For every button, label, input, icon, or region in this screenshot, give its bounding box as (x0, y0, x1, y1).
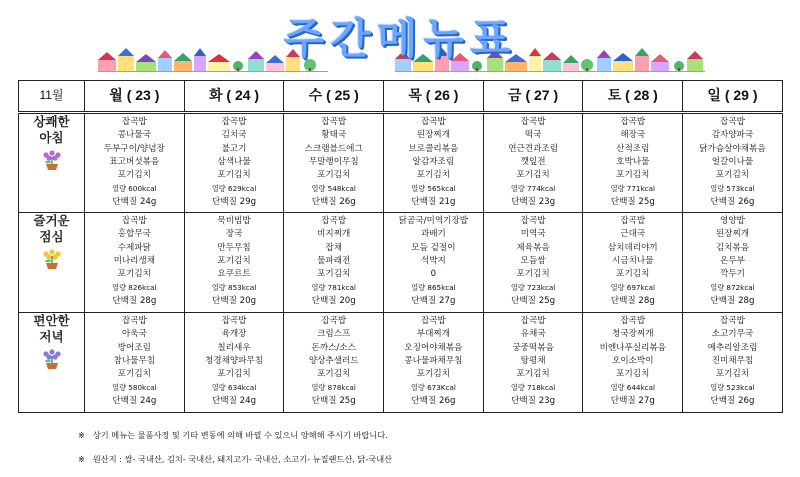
menu-item: 포기김치 (616, 369, 650, 380)
menu-item: 단백질 26g (311, 196, 356, 207)
menu-cell (384, 113, 484, 213)
menu-item: 단백질 26g (710, 395, 755, 406)
menu-item: 깍두기 (720, 269, 745, 280)
menu-item: 얼갈이나물 (711, 156, 754, 167)
menu-cell (683, 113, 783, 213)
menu-cell (284, 213, 384, 313)
menu-item: 잡곡밥 (221, 117, 247, 127)
menu-item: 육개장 (221, 329, 247, 340)
menu-item: 콩나물국 (117, 130, 151, 141)
header-row (19, 81, 783, 113)
menu-item: 포기김치 (217, 255, 251, 266)
menu-cell (683, 313, 783, 413)
menu-cell (483, 213, 583, 313)
menu-item: 콩나물파채무침 (404, 355, 463, 366)
menu-item: 단백질 24g (112, 395, 157, 406)
menu-item: 불고기 (221, 143, 247, 154)
menu-item: 영양밥 (720, 216, 745, 226)
menu-item: 포기김치 (317, 369, 351, 380)
menu-item: 유채국 (520, 329, 546, 340)
menu-item: 감자양파국 (711, 130, 754, 141)
menu-item: 호박나물 (616, 156, 650, 167)
menu-item: 부대찌개 (416, 329, 451, 340)
menu-item: 청국장찌개 (612, 329, 654, 340)
menu-item: 0 (430, 269, 437, 280)
menu-cell (184, 213, 284, 313)
menu-cell (85, 213, 185, 313)
menu-item: 김치국 (221, 130, 247, 141)
menu-item: 표고버섯볶음 (109, 156, 160, 167)
menu-item: 무말랭이무침 (308, 156, 359, 167)
menu-item: 열량 580kcal (112, 383, 157, 393)
menu-item: 아욱국 (121, 329, 147, 340)
menu-cell (85, 313, 185, 413)
menu-item: 단백질 28g (610, 295, 655, 306)
menu-cell (85, 113, 185, 213)
menu-item: 스크램블드에그 (304, 143, 363, 154)
menu-item: 제육볶음 (516, 242, 550, 253)
menu-item: 만두무침 (217, 242, 251, 253)
menu-item: 단백질 20g (212, 295, 257, 306)
menu-item: 포기김치 (317, 170, 351, 181)
day-header: 월 ( 23 ) (85, 81, 185, 113)
menu-item: 단백질 23g (511, 196, 556, 207)
menu-item: 요쿠르트 (217, 269, 251, 280)
menu-item: 양상추샐러드 (308, 355, 359, 366)
menu-item: 크림스프 (317, 329, 351, 340)
menu-item: 삼치데리야끼 (607, 242, 658, 253)
menu-item: 열량 697kcal (610, 283, 655, 293)
meal-label: 편안한 (33, 313, 70, 328)
menu-item: 단백질 26g (710, 196, 755, 207)
menu-item: 연근견과조림 (508, 143, 558, 154)
menu-item: 소고기무국 (711, 329, 754, 340)
menu-item: 단백질 29g (212, 196, 257, 207)
menu-cell (384, 213, 484, 313)
menu-item: 단백질 26g (411, 395, 456, 406)
day-header: 토 ( 28 ) (583, 81, 683, 113)
menu-item: 잡곡밥 (520, 316, 546, 326)
menu-item: 열량 771kcal (610, 184, 655, 194)
menu-item: 황태국 (321, 130, 347, 141)
meal-label: 상쾌한 (33, 114, 70, 129)
menu-item: 탕평채 (520, 355, 546, 366)
menu-item: 단백질 25g (311, 395, 356, 406)
meal-row (19, 313, 783, 413)
purple-flower-pot-icon (37, 149, 67, 171)
day-header: 수 ( 25 ) (284, 81, 384, 113)
menu-item: 열량 634kcal (211, 383, 257, 393)
menu-item: 열량 865kcal (411, 283, 456, 293)
menu-item: 근대국 (620, 229, 646, 240)
menu-item: 궁중떡볶음 (512, 342, 554, 353)
menu-item: 알감자조림 (412, 156, 455, 167)
menu-item: 잡곡밥 (121, 117, 147, 127)
menu-item: 포기김치 (416, 369, 451, 380)
menu-item: 열량 872kcal (710, 283, 755, 293)
menu-item: 열량 565kcal (411, 184, 456, 194)
menu-cell (483, 113, 583, 213)
menu-item: 열량 781kcal (311, 283, 356, 293)
menu-item: 된장찌개 (416, 130, 451, 141)
menu-item: 산적조림 (616, 143, 650, 154)
menu-item: 포기김치 (416, 170, 451, 181)
page-title: 주간메뉴표 (283, 14, 517, 63)
menu-item: 단백질 28g (112, 295, 157, 306)
day-header: 일 ( 29 ) (683, 81, 783, 113)
menu-item: 포기김치 (616, 170, 650, 181)
menu-item: 시금치나물 (612, 255, 654, 266)
menu-item: 잡곡밥 (720, 117, 745, 127)
meal-row (19, 213, 783, 313)
menu-item: 잡곡밥 (321, 117, 347, 127)
menu-cell (184, 113, 284, 213)
menu-item: 진미채무침 (711, 355, 754, 366)
menu-item: 열량 673Kcal (410, 383, 456, 393)
menu-cell (284, 113, 384, 213)
menu-item: 잡곡밥 (121, 216, 147, 226)
menu-item: 잡곡밥 (620, 216, 646, 226)
weekly-menu-table (18, 80, 783, 413)
menu-item: 단백질 24g (112, 196, 157, 207)
menu-item: 포기김치 (516, 269, 550, 280)
menu-item: 포기김치 (715, 369, 750, 380)
lavender-flower-pot-icon (37, 348, 67, 370)
menu-item: 포기김치 (117, 369, 151, 380)
menu-item: 포기김치 (616, 269, 650, 280)
menu-item: 떡국 (524, 130, 542, 141)
menu-item: 단백질 28g (710, 295, 755, 306)
menu-item: 열량 548kcal (311, 184, 356, 194)
menu-item: 잡곡밥 (720, 316, 745, 326)
menu-item: 열량 644kcal (610, 383, 655, 393)
menu-item: 브로콜리볶음 (408, 143, 459, 154)
menu-item: 단백질 20g (311, 295, 356, 306)
menu-item: 잡곡밥 (221, 316, 247, 326)
menu-item: 삼색나물 (217, 156, 251, 167)
menu-item: 모듬 겉절이 (411, 242, 456, 253)
note-text: 상기 메뉴는 물품사정 및 기타 변동에 의해 바뀔 수 있으니 양해해 주시기 바랍니다. (92, 430, 388, 440)
menu-item: 깻잎전 (520, 156, 546, 167)
menu-item: 묵비빔밥 (217, 216, 251, 226)
menu-item: 참나물무침 (113, 355, 156, 366)
menu-item: 닭가슴살야채볶음 (699, 143, 766, 154)
menu-item: 포기김치 (715, 170, 750, 181)
menu-item: 잡곡밥 (520, 117, 546, 127)
note-item: ※ 상기 메뉴는 물품사정 및 기타 변동에 의해 바뀔 수 있으니 양해해 주시기 바랍니다. (78, 430, 388, 440)
menu-item: 된장찌개 (715, 229, 750, 240)
menu-cell (184, 313, 284, 413)
meal-label: 아침 (39, 130, 64, 145)
menu-cell (284, 313, 384, 413)
day-header: 화 ( 24 ) (184, 81, 284, 113)
meal-row (19, 113, 783, 213)
menu-item: 잡곡밥 (520, 216, 546, 226)
menu-item: 두부구이/양념장 (103, 143, 165, 154)
menu-item: 잡곡밥 (420, 316, 446, 326)
menu-item: 단백질 25g (511, 295, 556, 306)
menu-item: 포기김치 (516, 369, 550, 380)
menu-item: 잡채 (325, 242, 343, 253)
menu-item: 잡곡밥 (121, 316, 147, 326)
menu-item: 과배기 (420, 229, 446, 240)
menu-item: 열량 600kcal (112, 184, 157, 194)
menu-item: 열량 573kcal (710, 184, 755, 194)
note-text: 원산지 : 쌀- 국내산, 김치- 국내산, 돼지고기- 국내산, 소고기- 뉴질랜드산, 닭-국내산 (92, 454, 393, 464)
menu-item: 포기김치 (217, 369, 251, 380)
yellow-flower-pot-icon (37, 248, 67, 270)
menu-item: 열량 629kcal (211, 184, 257, 194)
menu-cell (583, 213, 683, 313)
menu-item: 포기김치 (516, 170, 550, 181)
menu-item: 단백질 25g (610, 196, 655, 207)
menu-item: 열량 853kcal (211, 283, 257, 293)
menu-item: 단백질 24g (212, 395, 257, 406)
menu-item: 방어조림 (117, 342, 151, 353)
menu-item: 칠리새우 (217, 342, 251, 353)
menu-item: 김치볶음 (715, 242, 750, 253)
menu-item: 포기김치 (217, 170, 251, 181)
menu-item: 잡곡밥 (620, 117, 646, 127)
meal-label: 즐거운 (33, 213, 70, 228)
menu-item: 물파래전 (317, 255, 351, 266)
menu-item: 모듬쌈 (520, 255, 546, 266)
menu-item: 열량 826kcal (112, 283, 157, 293)
menu-item: 단백질 27g (610, 395, 655, 406)
menu-item: 해장국 (620, 130, 646, 141)
meal-label-cell (19, 213, 85, 313)
menu-item: 홍합무국 (117, 229, 151, 240)
menu-item: 메추리알조림 (707, 342, 758, 353)
menu-cell (683, 213, 783, 313)
menu-item: 열량 723kcal (510, 283, 556, 293)
menu-item: 장국 (225, 229, 243, 240)
menu-item: 수제파닭 (117, 242, 151, 253)
menu-item: 잡곡밥 (321, 216, 347, 226)
menu-item: 열량 878kcal (311, 383, 356, 393)
menu-item: 잡곡밥 (620, 316, 646, 326)
note-item: ※ 원산지 : 쌀- 국내산, 김치- 국내산, 돼지고기- 국내산, 소고기- 뉴질랜드산, 닭-국내산 (78, 454, 393, 464)
menu-item: 미역국 (520, 229, 546, 240)
meal-label-cell (19, 113, 85, 213)
day-header: 금 ( 27 ) (483, 81, 583, 113)
menu-item: 열량 523kcal (710, 383, 755, 393)
menu-item: 단백질 27g (411, 295, 456, 306)
menu-item: 돈까스/소스 (311, 342, 356, 353)
menu-item: 비지찌개 (317, 229, 351, 240)
menu-cell (583, 113, 683, 213)
menu-item: 잡곡밥 (420, 117, 446, 127)
menu-item: 포기김치 (317, 269, 351, 280)
notes (78, 429, 392, 477)
header (0, 0, 800, 76)
menu-item: 미나리생채 (113, 255, 156, 266)
menu-item: 닭곰국/미역기장밥 (398, 216, 469, 226)
meal-label: 점심 (39, 229, 64, 244)
menu-item: 오징어야채볶음 (404, 342, 463, 353)
menu-item: 열량 774kcal (510, 184, 556, 194)
day-header: 목 ( 26 ) (384, 81, 484, 113)
menu-cell (583, 313, 683, 413)
menu-cell (483, 313, 583, 413)
menu-item: 포기김치 (117, 269, 151, 280)
menu-item: 단백질 23g (511, 395, 556, 406)
menu-item: 단백질 21g (411, 196, 456, 207)
menu-item: 비엔나푸실리볶음 (599, 342, 666, 353)
meal-label-cell (19, 313, 85, 413)
menu-item: 포기김치 (117, 170, 151, 181)
month-header: 11월 (19, 81, 85, 113)
meal-label: 저녁 (39, 329, 64, 344)
menu-item: 잡곡밥 (321, 316, 347, 326)
menu-item: 온두부 (720, 255, 745, 266)
menu-cell (384, 313, 484, 413)
menu-item: 오이소박이 (612, 355, 654, 366)
menu-item: 석박지 (420, 255, 446, 266)
menu-item: 청경채양파무침 (204, 355, 264, 366)
menu-item: 열량 718kcal (510, 383, 556, 393)
